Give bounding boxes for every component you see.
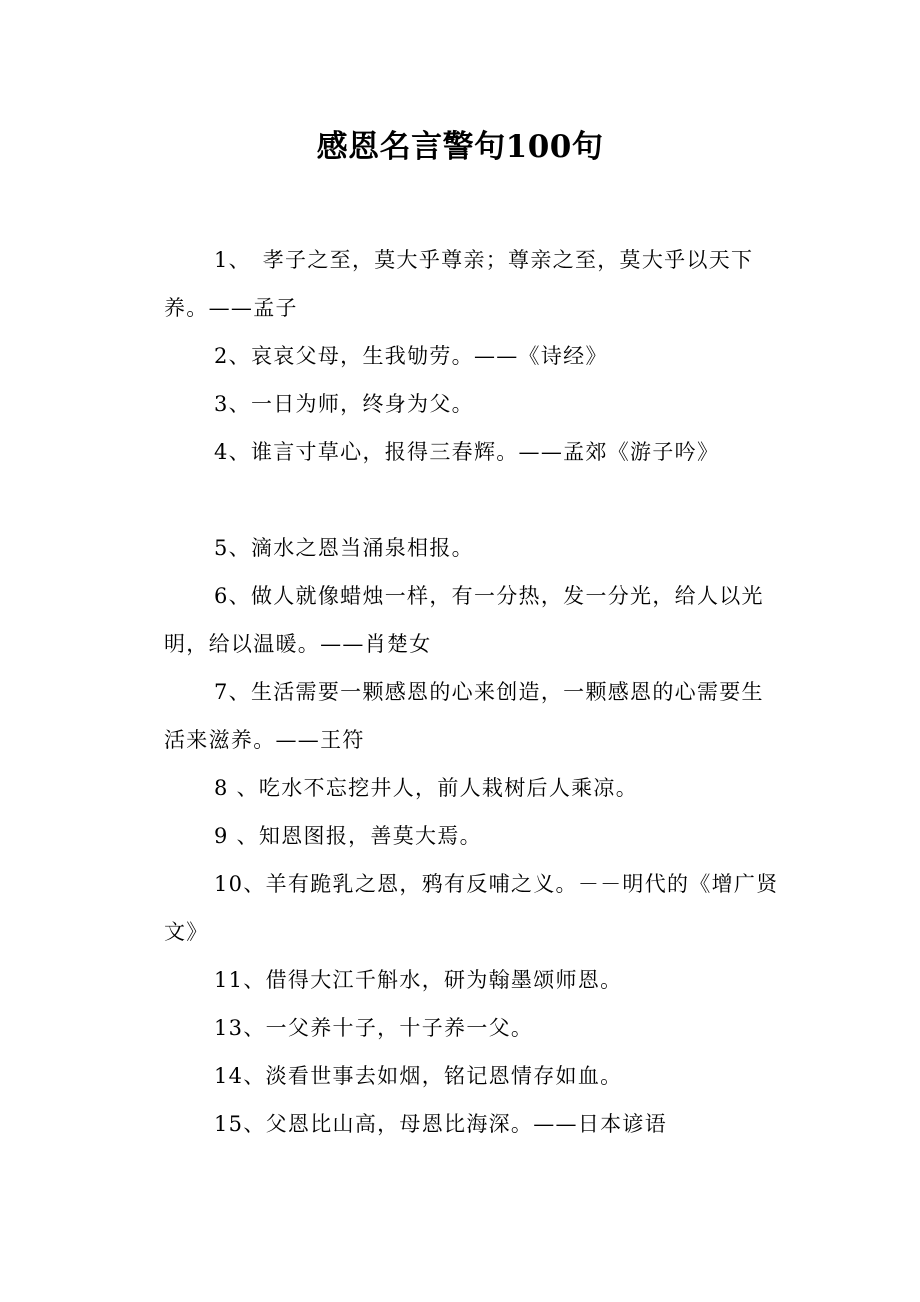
quote-item-11: 11、借得大江千斛水，研为翰墨颂师恩。 — [214, 968, 623, 992]
quote-item-1: 1、 孝子之至，莫大乎尊亲；尊亲之至，莫大乎以天下养。——孟子 — [164, 248, 754, 320]
quote-item-15: 15、父恩比山高，母恩比海深。——日本谚语 — [214, 1112, 668, 1136]
quote-item-7: 7、生活需要一颗感恩的心来创造，一颗感恩的心需要生活来滋养。——王符 — [164, 680, 764, 752]
page-title: 感恩名言警句100句 — [316, 129, 604, 165]
quote-item-2: 2、哀哀父母，生我劬劳。——《诗经》 — [214, 344, 608, 368]
quote-item-14: 14、淡看世事去如烟，铭记恩情存如血。 — [214, 1064, 623, 1088]
quote-item-10: 10、羊有跪乳之恩，鸦有反哺之义。－－明代的《增广贤文》 — [164, 872, 779, 944]
quote-list — [164, 236, 784, 1148]
quote-item-9: 9 、知恩图报，善莫大焉。 — [214, 824, 482, 848]
quote-item-5: 5、滴水之恩当涌泉相报。 — [214, 536, 474, 560]
quote-item-3: 3、一日为师，终身为父。 — [214, 392, 474, 416]
quote-item-4: 4、谁言寸草心，报得三春辉。——孟郊《游子吟》 — [214, 440, 720, 464]
quote-item-8: 8 、吃水不忘挖井人，前人栽树后人乘凉。 — [214, 776, 639, 800]
quote-item-6: 6、做人就像蜡烛一样，有一分热，发一分光，给人以光明，给以温暖。——肖楚女 — [164, 584, 764, 656]
quote-item-13: 13、一父养十子，十子养一父。 — [214, 1016, 534, 1040]
